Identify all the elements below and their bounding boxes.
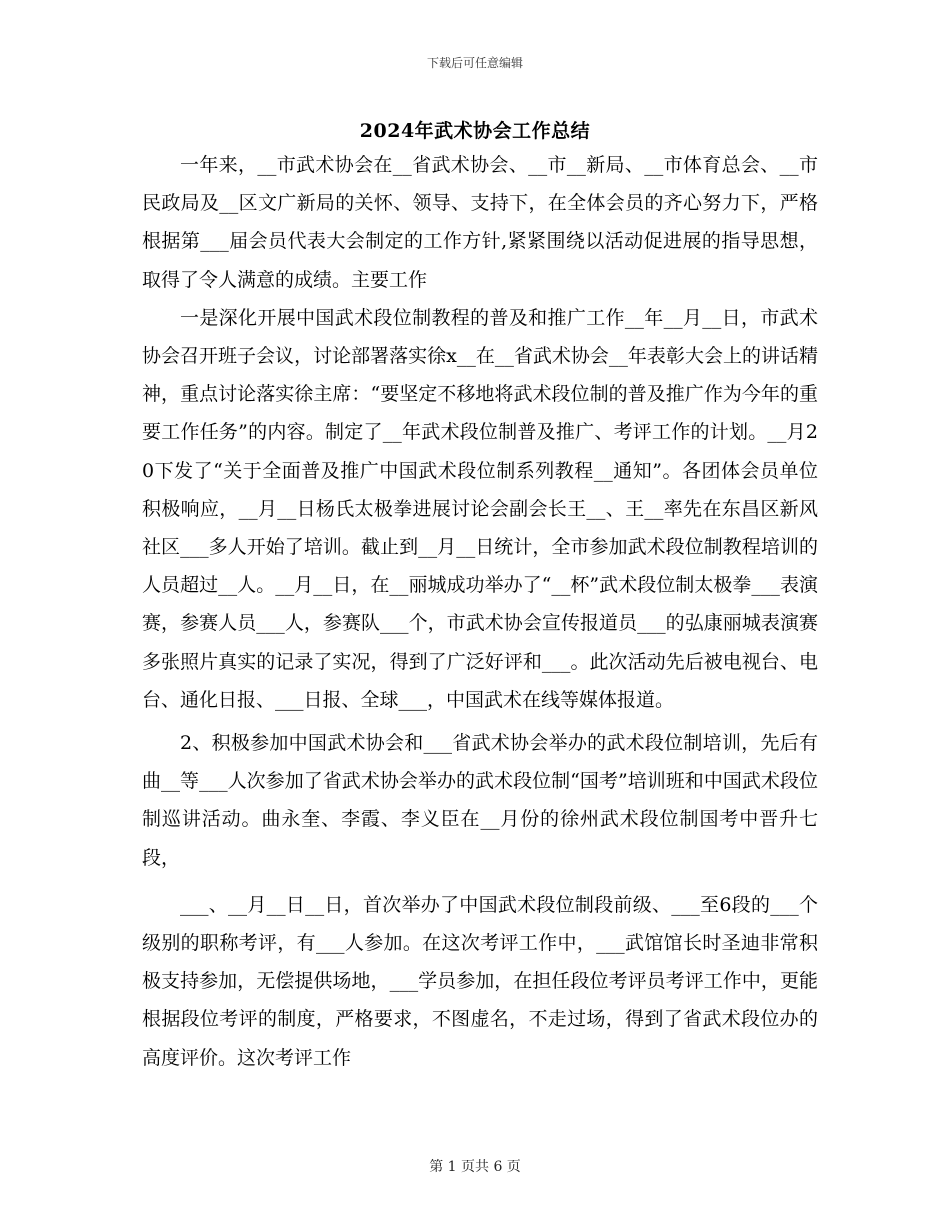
- paragraph-section-2: 2、积极参加中国武术协会和___省武术协会举办的武术段位制培训，先后有曲__等___人次参加了省武术协会举办的武术段位制“国考”培训班和中国武术段位制巡讲活动。曲永奎、李霞、李义臣在__月份的徐州武术段位制国考中晋升七段，: [142, 732, 818, 869]
- page-number-footer: 第 1 页共 6 页: [429, 1159, 521, 1175]
- paragraph-section-3: ___、__月__日__日，首次举办了中国武术段位制段前级、___至6段的___个级别的职称考评，有___人参加。在这次考评工作中，___武馆馆长时圣迪非常积极支持参加，无偿提供场地，___学员参加，在担任段位考评员考评工作中，更能根据段位考评的制度，严格要求，不图虚名，不走过场，得到了省武术段位办的高度评价。这次考评工作: [142, 893, 818, 1069]
- paragraph-section-1: 一是深化开展中国武术段位制教程的普及和推广工作__年__月__日，市武术协会召开班子会议，讨论部署落实徐x__在__省武术协会__年表彰大会上的讲话精神，重点讨论落实徐主席：“要坚定不移地将武术段位制的普及推广作为今年的重要工作任务”的内容。制定了__年武术段位制普及推广、考评工作的计划。__月20下发了“关于全面普及推广中国武术段位制系列教程__通知”。各团体会员单位积极响应，__月__日杨氏太极拳进展讨论会副会长王__、王__率先在东昌区新风社区___多人开始了培训。截止到__月__日统计，全市参加武术段位制教程培训的人员超过__人。__月__日，在__丽城成功举办了“__杯”武术段位制太极拳___表演赛，参赛人员___人，参赛队___个，市武术协会宣传报道员___的弘康丽城表演赛多张照片真实的记录了实况，得到了广泛好评和___。此次活动先后被电视台、电台、通化日报、___日报、全球___，中国武术在线等媒体报道。: [142, 306, 818, 711]
- document-title: 2024年武术协会工作总结: [359, 120, 591, 142]
- document-body: [142, 146, 818, 1077]
- page-header-note: 下载后可任意编辑: [426, 56, 523, 70]
- paragraph-intro: 一年来，__市武术协会在__省武术协会、__市__新局、__市体育总会、__市民政局及__区文广新局的关怀、领导、支持下，在全体会员的齐心努力下，严格根据第___届会员代表大会制定的工作方针,紧紧围绕以活动促进展的指导思想，取得了令人满意的成绩。主要工作: [142, 154, 818, 291]
